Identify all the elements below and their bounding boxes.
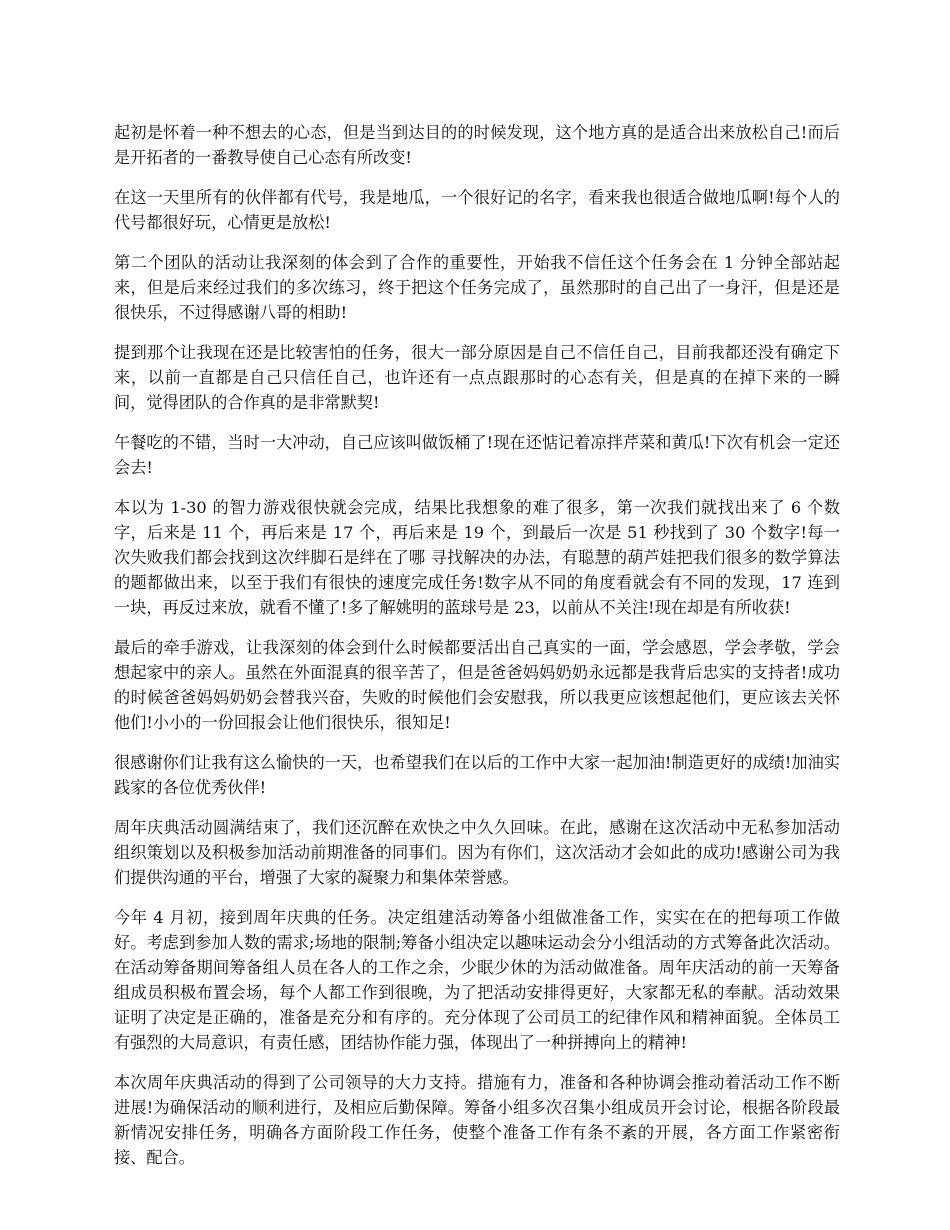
paragraph-11: 本次周年庆典活动的得到了公司领导的大力支持。措施有力，准备和各种协调会推动着活动工作不断进展!为确保活动的顺利进行，及相应后勤保障。筹备小组多次召集小组成员开会讨论，根据各阶段最新情况安排任务，明确各方面阶段工作任务，使整个准备工作有条不紊的开展，各方面工作紧密衔接、配合。 (114, 1073, 840, 1167)
paragraph-2: 在这一天里所有的伙伴都有代号，我是地瓜，一个很好记的名字，看来我也很适合做地瓜啊!每个人的代号都很好玩，心情更是放松! (114, 188, 840, 232)
paragraph-6: 本以为 1-30 的智力游戏很快就会完成，结果比我想象的难了很多，第一次我们就找出来了 6 个数字，后来是 11 个，再后来是 17 个，再后来是 19 个，到最后一次是 51 秒找到了 30 个数字!每一次失败我们都会找到这次绊脚石是绊在了哪 寻找解决的办法，有聪慧的葫芦娃把我们很多的数学算法的题都做出来，以至于我们有很快的速度完成任务!数字从不同的角度看就会有不同的发现，17 连到一块，再反过来放，就看不懂了!多了解姚明的蓝球号是 23，以前从不关注!现在却是有所收获! (114, 498, 840, 617)
paragraph-8: 很感谢你们让我有这么愉快的一天，也希望我们在以后的工作中大家一起加油!制造更好的成绩!加油实践家的各位优秀伙伴! (114, 753, 840, 797)
paragraph-4: 提到那个让我现在还是比较害怕的任务，很大一部分原因是自己不信任自己，目前我都还没有确定下来，以前一直都是自己只信任自己，也许还有一点点跟那时的心态有关，但是真的在掉下来的一瞬间，觉得团队的合作真的是非常默契! (114, 343, 840, 412)
paragraph-1: 起初是怀着一种不想去的心态，但是当到达目的的时候发现，这个地方真的是适合出来放松自己!而后是开拓者的一番教导使自己心态有所改变! (114, 123, 840, 167)
paragraph-5: 午餐吃的不错，当时一大冲动，自己应该叫做饭桶了!现在还惦记着凉拌芹菜和黄瓜!下次有机会一定还会去! (114, 433, 840, 477)
paragraph-7: 最后的牵手游戏，让我深刻的体会到什么时候都要活出自己真实的一面，学会感恩，学会孝敬，学会想起家中的亲人。虽然在外面混真的很辛苦了，但是爸爸妈妈奶奶永远都是我背后忠实的支持者!成功的时候爸爸妈妈奶奶会替我兴奋，失败的时候他们会安慰我，所以我更应该想起他们，更应该去关怀他们!小小的一份回报会让他们很快乐，很知足! (114, 638, 840, 732)
paragraph-3: 第二个团队的活动让我深刻的体会到了合作的重要性，开始我不信任这个任务会在 1 分钟全部站起来，但是后来经过我们的多次练习，终于把这个任务完成了，虽然那时的自己出了一身汗，但是还是很快乐，不过得感谢八哥的相助! (114, 253, 840, 322)
paragraph-9: 周年庆典活动圆满结束了，我们还沉醉在欢快之中久久回味。在此，感谢在这次活动中无私参加活动组织策划以及积极参加活动前期准备的同事们。因为有你们，这次活动才会如此的成功!感谢公司为我们提供沟通的平台，增强了大家的凝聚力和集体荣誉感。 (114, 818, 840, 887)
document-body (114, 120, 840, 1185)
paragraph-10: 今年 4 月初，接到周年庆典的任务。决定组建活动筹备小组做准备工作，实实在在的把每项工作做好。考虑到参加人数的需求;场地的限制;筹备小组决定以趣味运动会分小组活动的方式筹备此次活动。在活动筹备期间筹备组人员在各人的工作之余，少眠少休的为活动做准备。周年庆活动的前一天筹备组成员积极布置会场，每个人都工作到很晚，为了把活动安排得更好，大家都无私的奉献。活动效果证明了决定是正确的，准备是充分和有序的。充分体现了公司员工的纪律作风和精神面貌。全体员工有强烈的大局意识，有责任感，团结协作能力强，体现出了一种拼搏向上的精神! (114, 908, 840, 1052)
